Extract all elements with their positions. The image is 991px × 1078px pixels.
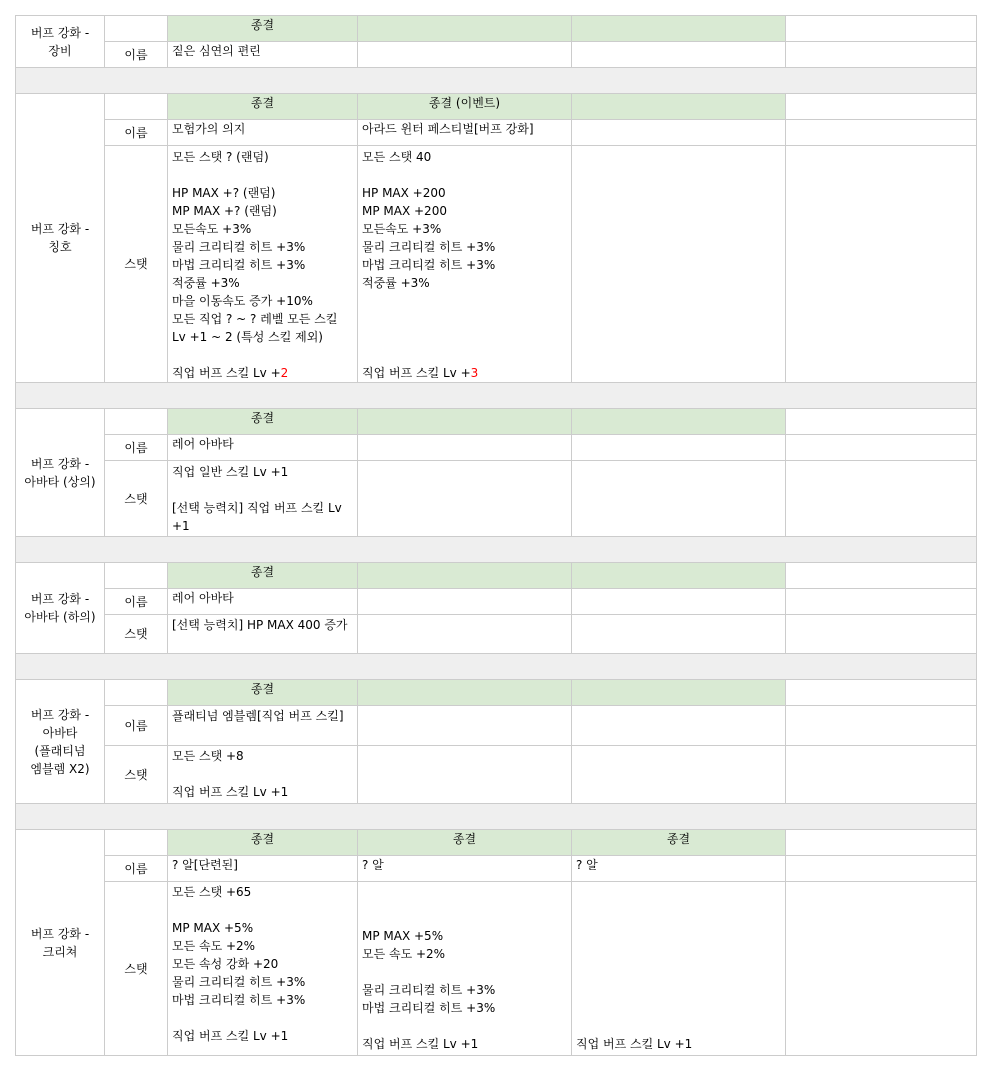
section-title-text: 버프 강화 - 아바타 (상의): [24, 456, 96, 489]
stat-line-buff-skill: [172, 364, 353, 382]
item-name: 아라드 윈터 페스티벌[버프 강화]: [358, 120, 572, 146]
empty-cell: [105, 563, 168, 589]
empty-cell: [105, 409, 168, 435]
stat-line: 모든 직업 ? ~ ? 레벨 모든 스킬 Lv +1 ~ 2 (특성 스킬 제외): [172, 312, 342, 344]
avatar-emblem-grade-row: [16, 680, 977, 706]
stat-line: 모든 스탯 +8: [172, 749, 244, 763]
item-name: 레어 아바타: [168, 589, 358, 615]
grade-cell-empty: [572, 16, 786, 42]
stat-line: MP MAX +? (랜덤): [172, 204, 277, 218]
avatar-bottom-stat-row: [16, 615, 977, 654]
blank-line: [172, 765, 353, 783]
title-stat-row: [16, 146, 977, 383]
grade-cell: 종결: [168, 94, 358, 120]
stat-list: [168, 882, 358, 1056]
stat-list: [358, 882, 572, 1056]
stat-line: 모든 스탯 +65: [172, 885, 252, 899]
grade-cell: 종결: [358, 830, 572, 856]
empty-cell: [786, 680, 977, 706]
empty-cell: [358, 42, 572, 68]
title-section-title: [16, 94, 105, 383]
blank-line: [172, 1009, 353, 1027]
item-name: ? 알: [572, 856, 786, 882]
empty-cell: [786, 830, 977, 856]
empty-cell: [786, 435, 977, 461]
stat-line: 마법 크리티컬 히트 +3%: [362, 258, 496, 272]
blank-line: [362, 963, 567, 981]
equip-grade-row: [16, 16, 977, 42]
stat-lines: [576, 1035, 781, 1053]
stat-line: [선택 능력치] HP MAX 400 증가: [172, 618, 348, 632]
avatar-emblem-name-row: [16, 706, 977, 746]
stat-line: MP MAX +5%: [362, 929, 444, 943]
avatar-emblem-stat-row: [16, 746, 977, 804]
stat-text: 직업 버프 스킬 Lv +: [172, 366, 281, 380]
buff-table-container: [15, 15, 977, 1056]
name-label: 이름: [105, 435, 168, 461]
equip-section-title: [16, 16, 105, 68]
stat-line: MP MAX +200: [362, 204, 447, 218]
blank-line: [362, 310, 567, 328]
stat-line: HP MAX +200: [362, 186, 446, 200]
grade-cell: 종결 (이벤트): [358, 94, 572, 120]
blank-line: [172, 901, 353, 919]
stat-line: 물리 크리티컬 히트 +3%: [362, 240, 496, 254]
grade-cell: 종결: [168, 563, 358, 589]
stat-lines: [172, 747, 353, 801]
stat-lines: [172, 883, 353, 1045]
blank-line: [362, 346, 567, 364]
section-title-text: 버프 강화 - 장비: [30, 25, 90, 58]
separator-row: [16, 654, 977, 680]
empty-cell: [105, 16, 168, 42]
blank-line: [362, 292, 567, 310]
grade-cell-empty: [358, 409, 572, 435]
blank-line: [362, 1017, 567, 1035]
grade-cell: 종결: [572, 830, 786, 856]
grade-cell: 종결: [168, 16, 358, 42]
empty-cell: [358, 589, 572, 615]
stat-line: 모든 속도 +2%: [172, 939, 256, 953]
grade-cell-empty: [572, 680, 786, 706]
stat-line-buff-skill: [362, 364, 567, 382]
separator-cell: [16, 68, 977, 94]
empty-cell: [358, 706, 572, 746]
empty-cell: [572, 120, 786, 146]
avatar-top-stat-row: [16, 461, 977, 537]
empty-cell: [786, 563, 977, 589]
grade-cell-empty: [572, 94, 786, 120]
empty-cell: [786, 615, 977, 654]
empty-cell: [786, 120, 977, 146]
stat-line: 모든 속도 +2%: [362, 947, 446, 961]
stat-line: HP MAX +? (랜덤): [172, 186, 276, 200]
empty-cell: [358, 746, 572, 804]
item-name: 짙은 심연의 편린: [168, 42, 358, 68]
stat-line: 물리 크리티컬 히트 +3%: [172, 975, 306, 989]
section-title-text: 버프 강화 - 아바타 (하의): [24, 592, 96, 624]
stat-highlight: 3: [470, 366, 479, 380]
item-name: 레어 아바타: [168, 435, 358, 461]
empty-cell: [786, 146, 977, 383]
separator-row: [16, 383, 977, 409]
stat-line: 마법 크리티컬 히트 +3%: [172, 258, 306, 272]
grade-cell: 종결: [168, 680, 358, 706]
empty-cell: [572, 589, 786, 615]
stat-list: [168, 615, 358, 654]
blank-line: [172, 166, 353, 184]
blank-line: [362, 328, 567, 346]
stat-line: MP MAX +5%: [172, 921, 254, 935]
stat-line: [선택 능력치] 직업 버프 스킬 Lv +1: [172, 501, 346, 533]
equip-name-row: [16, 42, 977, 68]
empty-cell: [786, 882, 977, 1056]
grade-cell-empty: [358, 16, 572, 42]
stat-label: 스탯: [105, 461, 168, 537]
title-grade-row: [16, 94, 977, 120]
empty-cell: [105, 94, 168, 120]
empty-cell: [572, 706, 786, 746]
separator-row: [16, 68, 977, 94]
stat-line: 직업 버프 스킬 Lv +1: [576, 1037, 693, 1051]
stat-label: 스탯: [105, 882, 168, 1056]
stat-line: 마법 크리티컬 히트 +3%: [362, 1001, 496, 1015]
item-name: ? 알: [358, 856, 572, 882]
stat-line: 모든 속성 강화 +20: [172, 957, 279, 971]
empty-cell: [786, 409, 977, 435]
creature-section-title: [16, 830, 105, 1056]
empty-cell: [572, 435, 786, 461]
empty-cell: [358, 615, 572, 654]
empty-cell: [786, 461, 977, 537]
separator-cell: [16, 654, 977, 680]
creature-name-row: [16, 856, 977, 882]
separator-cell: [16, 804, 977, 830]
stat-list: [168, 146, 358, 383]
empty-cell: [786, 856, 977, 882]
empty-cell: [786, 16, 977, 42]
stat-line: 물리 크리티컬 히트 +3%: [172, 240, 306, 254]
stat-line: 적중률 +3%: [172, 276, 240, 290]
empty-cell: [572, 746, 786, 804]
section-title-text: 버프 강화 - 아바타 (플래티넘 엠블렘 X2): [30, 707, 90, 776]
stat-label: 스탯: [105, 146, 168, 383]
section-title-text: 버프 강화 - 칭호: [30, 222, 90, 254]
empty-cell: [786, 42, 977, 68]
stat-list: [168, 461, 358, 537]
separator-row: [16, 537, 977, 563]
separator-row: [16, 804, 977, 830]
empty-cell: [358, 461, 572, 537]
grade-cell-empty: [572, 409, 786, 435]
section-title-text: 버프 강화 - 크리쳐: [30, 926, 90, 959]
stat-lines: [172, 148, 353, 346]
blank-line: [172, 346, 353, 364]
name-label: 이름: [105, 42, 168, 68]
empty-cell: [105, 680, 168, 706]
name-label: 이름: [105, 120, 168, 146]
stat-line: 직업 버프 스킬 Lv +1: [172, 785, 289, 799]
blank-line: [362, 166, 567, 184]
stat-line: 모든속도 +3%: [362, 222, 442, 236]
stat-line: 모든속도 +3%: [172, 222, 252, 236]
stat-list: [168, 746, 358, 804]
avatar-bottom-name-row: [16, 589, 977, 615]
stat-line: 직업 일반 스킬 Lv +1: [172, 465, 289, 479]
item-name: ? 알[단련된]: [168, 856, 358, 882]
stat-line: 직업 버프 스킬 Lv +1: [362, 1037, 479, 1051]
stat-line: 직업 버프 스킬 Lv +1: [172, 1029, 289, 1043]
item-name: 모험가의 의지: [168, 120, 358, 146]
blank-line: [172, 481, 353, 499]
name-label: 이름: [105, 856, 168, 882]
stat-label: 스탯: [105, 615, 168, 654]
stat-list: [358, 146, 572, 383]
avatar-emblem-section-title: [16, 680, 105, 804]
empty-cell: [786, 94, 977, 120]
stat-lines: [362, 927, 567, 1053]
stat-lines: [362, 148, 567, 292]
grade-cell: 종결: [168, 830, 358, 856]
stat-text: 직업 버프 스킬 Lv +: [362, 366, 471, 380]
stat-line: 물리 크리티컬 히트 +3%: [362, 983, 496, 997]
grade-cell: 종결: [168, 409, 358, 435]
empty-cell: [572, 42, 786, 68]
separator-cell: [16, 537, 977, 563]
empty-cell: [358, 435, 572, 461]
stat-list: [572, 882, 786, 1056]
stat-lines: [172, 616, 353, 634]
empty-cell: [786, 706, 977, 746]
stat-lines: [172, 463, 353, 535]
stat-line: 마법 크리티컬 히트 +3%: [172, 993, 306, 1007]
grade-cell-empty: [358, 563, 572, 589]
stat-highlight: 2: [280, 366, 289, 380]
stat-line: 모든 스탯 ? (랜덤): [172, 150, 269, 164]
avatar-bottom-grade-row: [16, 563, 977, 589]
title-name-row: [16, 120, 977, 146]
stat-line: 모든 스탯 40: [362, 150, 432, 164]
avatar-top-grade-row: [16, 409, 977, 435]
separator-cell: [16, 383, 977, 409]
creature-grade-row: [16, 830, 977, 856]
grade-cell-empty: [572, 563, 786, 589]
empty-cell: [572, 461, 786, 537]
empty-cell: [572, 615, 786, 654]
stat-line: 마을 이동속도 증가 +10%: [172, 294, 313, 308]
grade-cell-empty: [358, 680, 572, 706]
empty-cell: [572, 146, 786, 383]
name-label: 이름: [105, 706, 168, 746]
name-label: 이름: [105, 589, 168, 615]
avatar-top-section-title: [16, 409, 105, 537]
avatar-bottom-section-title: [16, 563, 105, 654]
empty-cell: [786, 589, 977, 615]
item-name: 플래티넘 엠블렘[직업 버프 스킬]: [168, 706, 358, 746]
avatar-top-name-row: [16, 435, 977, 461]
empty-cell: [786, 746, 977, 804]
stat-label: 스탯: [105, 746, 168, 804]
creature-stat-row: [16, 882, 977, 1056]
stat-line: 적중률 +3%: [362, 276, 430, 290]
empty-cell: [105, 830, 168, 856]
buff-enhancement-table: [15, 15, 977, 1056]
